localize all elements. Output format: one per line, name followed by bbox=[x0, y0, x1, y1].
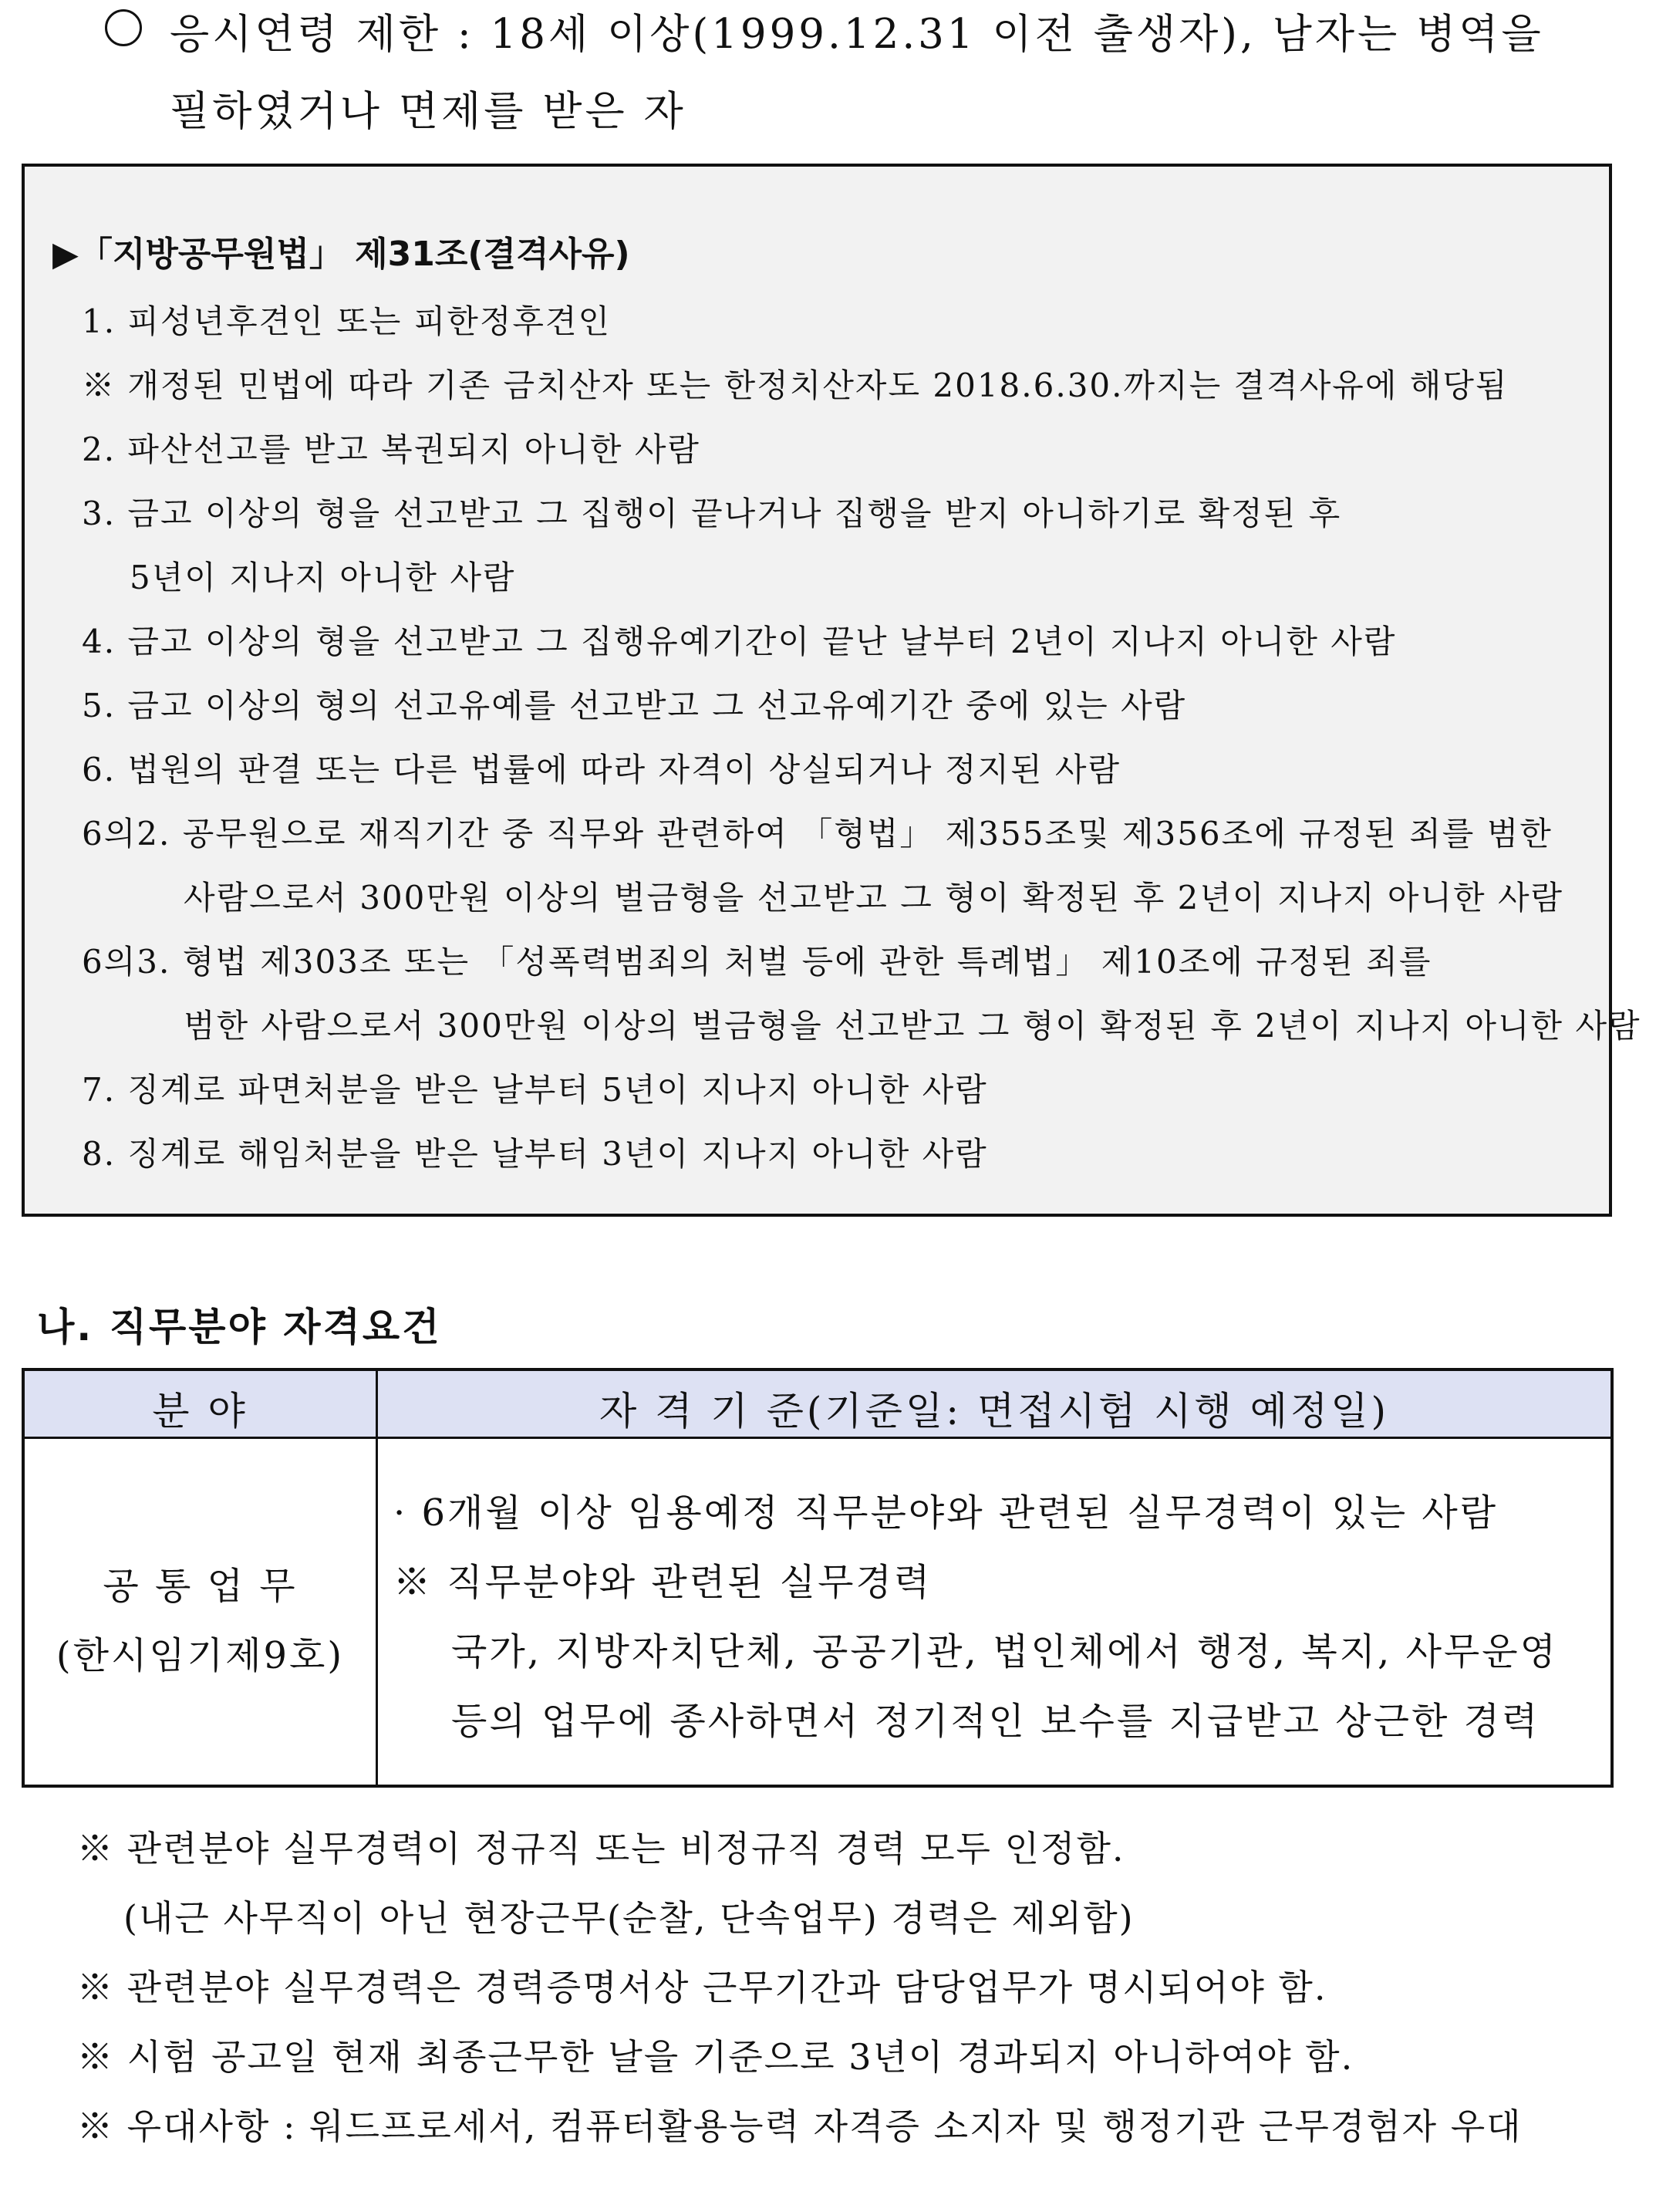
section-title: 나. 직무분야 자격요건 bbox=[37, 1305, 442, 1349]
law-item: 6. 법원의 판결 또는 다른 법률에 따라 자격이 상실되거나 정지된 사람 bbox=[82, 751, 1121, 789]
note-continued: (내근 사무직이 아닌 현장근무(순찰, 단속업무) 경력은 제외함) bbox=[123, 1897, 1135, 1939]
field-name: 공 통 업 무 bbox=[103, 1565, 298, 1608]
law-item: 8. 징계로 해임처분을 받은 날부터 3년이 지나지 아니한 사람 bbox=[82, 1135, 988, 1173]
header-criteria: 자 격 기 준(기준일: 면접시험 시행 예정일) bbox=[599, 1389, 1390, 1434]
law-note: ※ 개정된 민법에 따라 기존 금치산자 또는 한정치산자도 2018.6.30.까지는 결격사유에 해당됨 bbox=[82, 366, 1509, 404]
law-item: 7. 징계로 파면처분을 받은 날부터 5년이 지나지 아니한 사람 bbox=[82, 1071, 988, 1109]
note: ※ 관련분야 실무경력은 경력증명서상 근무기간과 담당업무가 명시되어야 함. bbox=[77, 1967, 1327, 2008]
law-item: 6의3. 형법 제303조 또는 「성폭력범죄의 처벌 등에 관한 특례법」 제10조에 규정된 죄를 bbox=[82, 943, 1432, 981]
law-item-continued: 사람으로서 300만원 이상의 벌금형을 선고받고 그 형이 확정된 후 2년이 지나지 아니한 사람 bbox=[184, 879, 1564, 917]
circle-bullet-icon bbox=[105, 9, 142, 46]
law-item: 6의2. 공무원으로 재직기간 중 직무와 관련하여 「형법」 제355조및 제356조에 규정된 죄를 범한 bbox=[82, 815, 1553, 853]
header-field: 분 야 bbox=[152, 1389, 248, 1434]
note: ※ 관련분야 실무경력이 정규직 또는 비정규직 경력 모두 인정함. bbox=[77, 1828, 1125, 1869]
law-heading: ▶「지방공무원법」 제31조(결격사유) bbox=[52, 235, 630, 274]
field-subtitle: (한시임기제9호) bbox=[56, 1634, 345, 1677]
criteria-detail: 등의 업무에 종사하면서 정기적인 보수를 지급받고 상근한 경력 bbox=[451, 1700, 1540, 1743]
law-item-continued: 5년이 지나지 아니한 사람 bbox=[130, 559, 516, 596]
requirements-table bbox=[22, 1368, 1614, 1788]
law-item: 5. 금고 이상의 형의 선고유예를 선고받고 그 선고유예기간 중에 있는 사람 bbox=[82, 687, 1187, 724]
disqualification-box bbox=[22, 164, 1641, 1217]
law-item-continued: 범한 사람으로서 300만원 이상의 벌금형을 선고받고 그 형이 확정된 후 2년이 지나지 아니한 사람 bbox=[184, 1007, 1641, 1045]
criteria-detail: 국가, 지방자치단체, 공공기관, 법인체에서 행정, 복지, 사무운영 bbox=[451, 1630, 1559, 1673]
note: ※ 시험 공고일 현재 최종근무한 날을 기준으로 3년이 경과되지 아니하여야 함. bbox=[77, 2036, 1354, 2078]
note: ※ 우대사항 : 워드프로세서, 컴퓨터활용능력 자격증 소지자 및 행정기관 근무경험자 우대 bbox=[77, 2106, 1523, 2147]
law-item: 3. 금고 이상의 형을 선고받고 그 집행이 끝나거나 집행을 받지 아니하기로 확정된 후 bbox=[82, 495, 1342, 532]
law-item: 2. 파산선고를 받고 복권되지 아니한 사람 bbox=[82, 431, 700, 468]
criteria-line: · 6개월 이상 임용예정 직무분야와 관련된 실무경력이 있는 사람 bbox=[393, 1491, 1499, 1535]
law-item: 4. 금고 이상의 형을 선고받고 그 집행유예기간이 끝난 날부터 2년이 지나지 아니한 사람 bbox=[82, 623, 1397, 660]
criteria-note: ※ 직무분야와 관련된 실무경력 bbox=[393, 1561, 933, 1604]
age-limit-line2: 필하였거나 면제를 받은 자 bbox=[170, 88, 686, 135]
age-limit-line1: 응시연령 제한 : 18세 이상(1999.12.31 이전 출생자), 남자는 병역을 bbox=[170, 11, 1544, 58]
law-item: 1. 피성년후견인 또는 피한정후견인 bbox=[82, 302, 612, 340]
